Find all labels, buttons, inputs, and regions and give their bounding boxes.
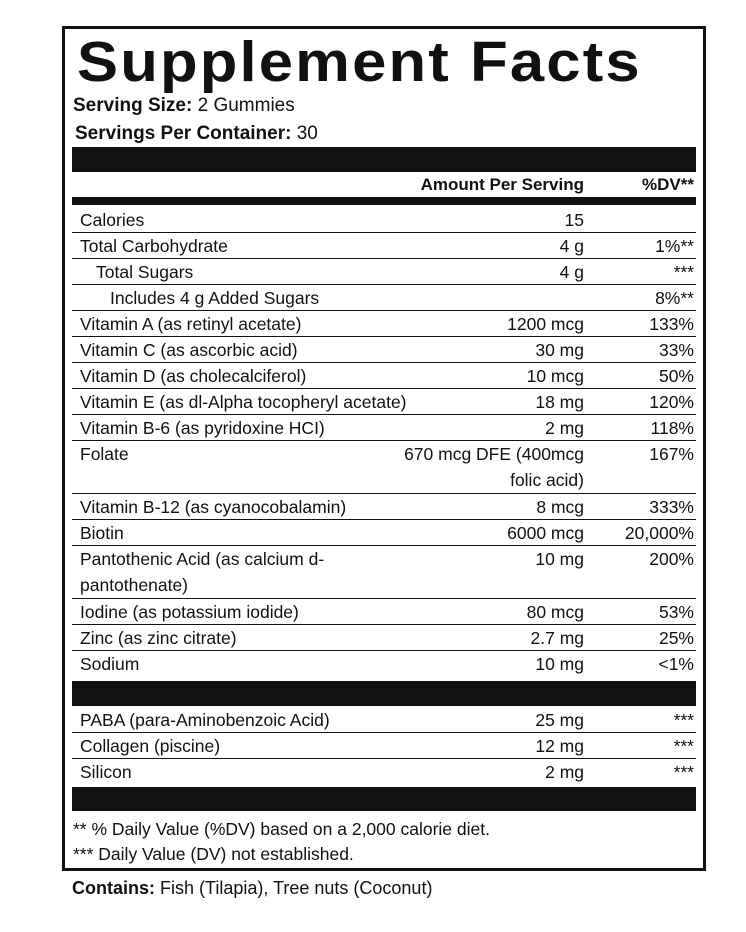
nutrient-amount: 18 mg — [535, 392, 584, 412]
servings-per-container — [75, 123, 318, 145]
nutrient-dv: 25% — [658, 628, 694, 648]
nutrient-dv: 167% — [649, 444, 694, 464]
nutrient-row-folate — [72, 441, 696, 494]
ingredient-amount: 12 mg — [535, 736, 584, 756]
serving-size-label: Serving Size: — [73, 95, 193, 116]
nutrient-amount: 8 mcg — [536, 497, 584, 517]
nutrient-dv: 8%** — [655, 288, 694, 308]
ingredient-name: Silicon — [80, 762, 132, 782]
thick-divider-middle — [72, 681, 696, 706]
ingredient-amount: 2 mg — [545, 762, 584, 782]
footnote-dv-basis: ** % Daily Value (%DV) based on a 2,000 calorie diet. — [73, 819, 490, 839]
nutrient-row-iodine — [72, 599, 696, 625]
nutrient-name: Vitamin C (as ascorbic acid) — [80, 340, 298, 360]
allergen-statement — [72, 877, 432, 899]
nutrient-amount: 2.7 mg — [530, 628, 584, 648]
nutrient-dv: 133% — [649, 314, 694, 334]
nutrient-row-vitamin-b12 — [72, 494, 696, 520]
nutrient-dv: 200% — [649, 549, 694, 569]
nutrient-amount: 4 g — [559, 236, 584, 256]
nutrient-name: Pantothenic Acid (as calcium d-pantothenate) — [80, 549, 325, 595]
nutrient-name: Sodium — [80, 654, 140, 674]
nutrient-row-vitamin-e — [72, 389, 696, 415]
thick-divider-top — [72, 147, 696, 172]
nutrient-name: Vitamin B-12 (as cyanocobalamin) — [80, 497, 347, 517]
thick-divider-bottom — [72, 787, 696, 811]
contains-value: Fish (Tilapia), Tree nuts (Coconut) — [160, 878, 433, 898]
nutrient-dv: 20,000% — [624, 523, 694, 543]
servings-per-container-value: 30 — [296, 123, 318, 144]
nutrient-amount: 1200 mcg — [507, 314, 584, 334]
nutrient-amount: 80 mcg — [526, 602, 584, 622]
footnote-dv-not-established: *** Daily Value (DV) not established. — [73, 844, 354, 864]
header-divider — [72, 197, 696, 205]
nutrient-name: Iodine (as potassium iodide) — [80, 602, 299, 622]
ingredient-dv: *** — [673, 736, 694, 756]
servings-per-container-label: Servings Per Container: — [75, 123, 292, 144]
nutrient-name: Total Carbohydrate — [80, 236, 228, 256]
ingredient-dv: *** — [673, 710, 694, 730]
ingredient-amount: 25 mg — [535, 710, 584, 730]
nutrient-name: Calories — [80, 210, 145, 230]
nutrient-dv: *** — [673, 262, 694, 282]
nutrient-name: Includes 4 g Added Sugars — [110, 288, 320, 308]
nutrient-amount: 10 mg — [535, 654, 584, 674]
nutrient-dv: 50% — [658, 366, 694, 386]
ingredient-row-paba — [72, 707, 696, 733]
nutrient-dv: 53% — [658, 602, 694, 622]
dv-header: %DV** — [642, 175, 694, 194]
nutrient-row-vitamin-c — [72, 337, 696, 363]
nutrient-row-vitamin-a — [72, 311, 696, 337]
nutrient-dv: <1% — [658, 654, 694, 674]
nutrient-row-added-sugars — [72, 285, 696, 311]
nutrient-name: Vitamin A (as retinyl acetate) — [80, 314, 302, 334]
ingredient-row-silicon — [72, 759, 696, 785]
nutrient-row-calories — [72, 207, 696, 233]
nutrient-row-vitamin-d — [72, 363, 696, 389]
contains-label: Contains: — [72, 878, 155, 898]
nutrient-row-total-carbohydrate — [72, 233, 696, 259]
amount-per-serving-header: Amount Per Serving — [420, 175, 584, 194]
nutrient-name: Vitamin D (as cholecalciferol) — [80, 366, 307, 386]
nutrient-amount: 4 g — [559, 262, 584, 282]
nutrient-dv: 333% — [649, 497, 694, 517]
nutrient-row-biotin — [72, 520, 696, 546]
nutrient-amount: 10 mg — [535, 549, 584, 569]
nutrient-amount: 30 mg — [535, 340, 584, 360]
serving-size — [73, 95, 295, 117]
nutrient-dv: 33% — [658, 340, 694, 360]
ingredient-row-collagen — [72, 733, 696, 759]
nutrient-row-zinc — [72, 625, 696, 651]
nutrient-row-total-sugars — [72, 259, 696, 285]
panel-title: Supplement Facts — [77, 30, 642, 94]
supplement-facts-panel — [62, 26, 706, 871]
ingredient-name: Collagen (piscine) — [80, 736, 221, 756]
nutrient-dv: 120% — [649, 392, 694, 412]
nutrient-row-sodium — [72, 651, 696, 679]
ingredient-dv: *** — [673, 762, 694, 782]
nutrient-amount: 6000 mcg — [507, 523, 584, 543]
nutrient-amount: 2 mg — [545, 418, 584, 438]
nutrient-row-vitamin-b6 — [72, 415, 696, 441]
nutrient-name: Vitamin E (as dl-Alpha tocopheryl acetate) — [80, 392, 407, 412]
nutrient-dv: 1%** — [655, 236, 694, 256]
nutrient-amount: 10 mcg — [526, 366, 584, 386]
nutrient-row-pantothenic-acid — [72, 546, 696, 599]
nutrient-amount: 670 mcg DFE (400mcg folic acid) — [404, 444, 584, 490]
nutrient-name: Folate — [80, 444, 129, 464]
nutrient-dv: 118% — [650, 418, 694, 438]
ingredient-name: PABA (para-Aminobenzoic Acid) — [80, 710, 330, 730]
nutrient-name: Biotin — [80, 523, 124, 543]
nutrient-name: Zinc (as zinc citrate) — [80, 628, 237, 648]
nutrient-amount: 15 — [564, 210, 584, 230]
nutrient-name: Total Sugars — [96, 262, 194, 282]
serving-size-value: 2 Gummies — [197, 95, 295, 116]
column-header-row — [72, 174, 696, 196]
nutrient-name: Vitamin B-6 (as pyridoxine HCI) — [80, 418, 325, 438]
